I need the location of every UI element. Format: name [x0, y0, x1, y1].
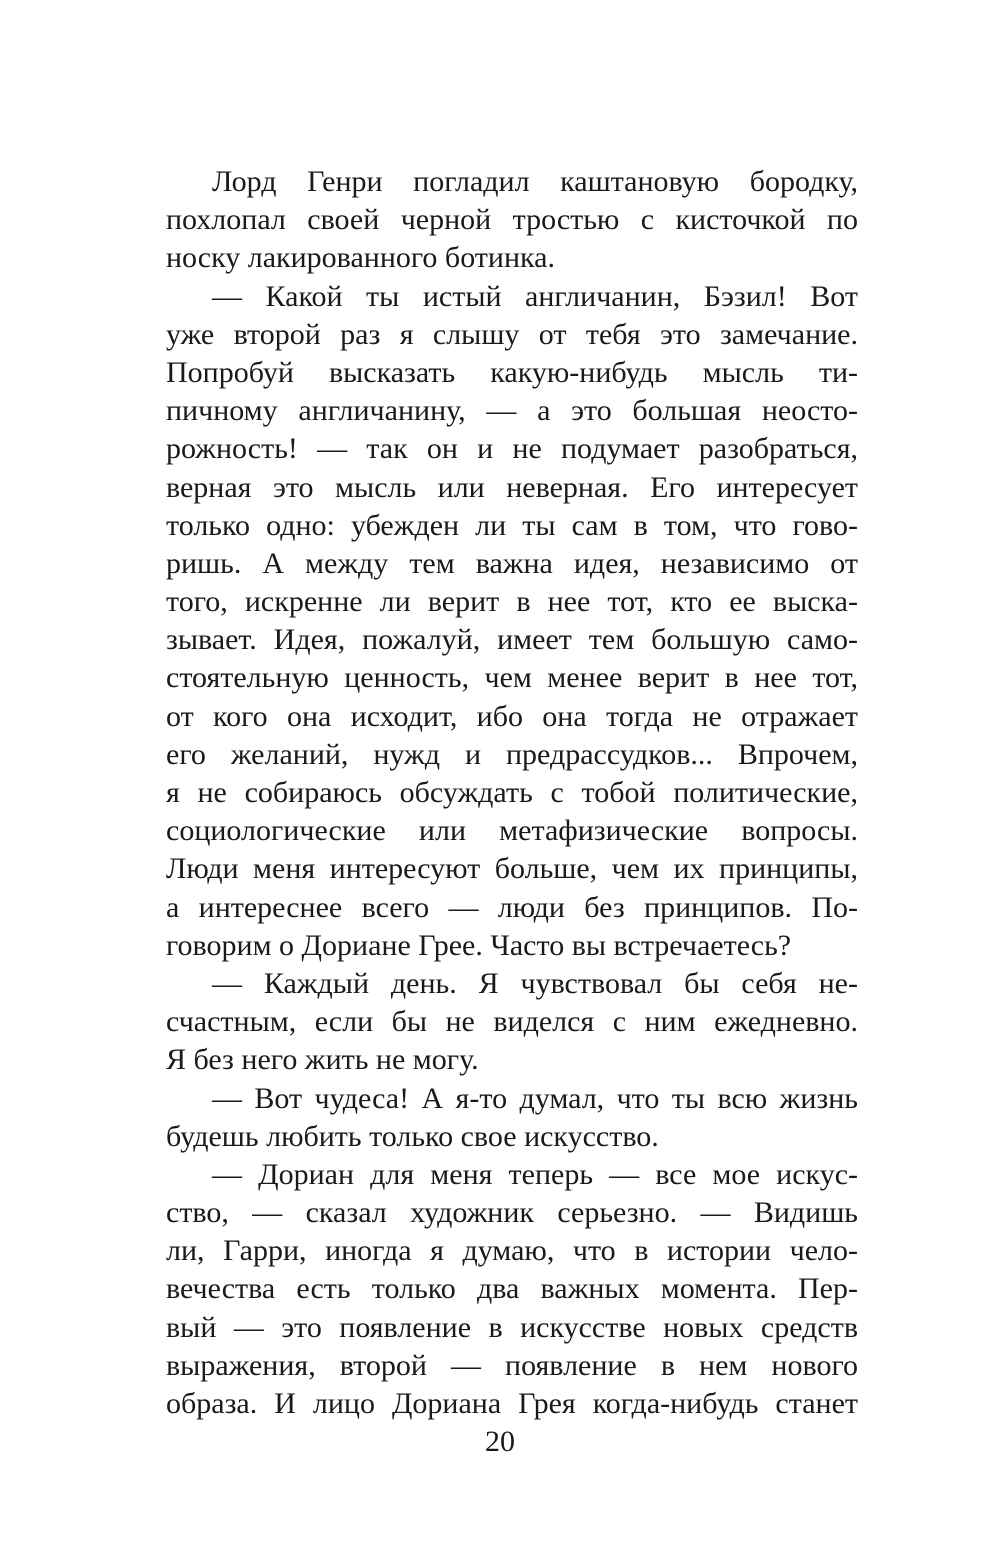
text-line: Я без него жить не могу.	[166, 1043, 479, 1077]
text-line: — Дориан для меня теперь — все мое искус-	[212, 1157, 858, 1191]
text-line: будешь любить только свое искусство.	[166, 1119, 659, 1153]
text-line: я не собираюсь обсуждать с тобой политические,	[166, 776, 858, 809]
text-line: только одно: убежден ли ты сам в том, что гово-	[166, 508, 858, 542]
text-line: а интереснее всего — люди без принципов. По-	[166, 890, 858, 924]
text-line: пичному англичанину, — а это большая неосто-	[166, 394, 858, 428]
text-line: ство, — сказал художник серьезно. — Видишь	[166, 1196, 858, 1230]
text-line: образа. И лицо Дориана Грея когда-нибудь станет	[166, 1387, 858, 1420]
text-line: вечества есть только два важных момента. Пер-	[166, 1272, 858, 1306]
text-line: выражения, второй — появление в нем нового	[166, 1348, 858, 1382]
text-line: — Вот чудеса! А я-то думал, что ты всю жизнь	[212, 1081, 858, 1115]
text-line: социологические или метафизические вопросы.	[166, 814, 858, 848]
text-line: Лорд Генри погладил каштановую бородку,	[212, 165, 858, 198]
text-line: ришь. А между тем важна идея, независимо от	[166, 546, 858, 580]
page-body-text	[166, 163, 858, 1423]
text-line: рожность! — так он и не подумает разобраться,	[166, 432, 858, 466]
text-line: — Какой ты истый англичанин, Бэзил! Вот	[212, 279, 858, 313]
text-line: говорим о Дориане Грее. Часто вы встречаетесь?	[166, 928, 792, 962]
text-line: Попробуй высказать какую-нибудь мысль ти-	[166, 355, 858, 389]
text-line: зывает. Идея, пожалуй, имеет тем большую само-	[166, 623, 858, 657]
text-line: верная это мысль или неверная. Его интересует	[166, 470, 858, 504]
text-line: от кого она исходит, ибо она тогда не отражает	[166, 699, 858, 733]
text-line: его желаний, нужд и предрассудков... Впрочем,	[166, 737, 858, 771]
text-line: уже второй раз я слышу от тебя это замечание.	[166, 317, 858, 351]
text-line: — Каждый день. Я чувствовал бы себя не-	[212, 966, 858, 1000]
page-number: 20	[485, 1425, 515, 1458]
text-line: счастным, если бы не виделся с ним ежедневно.	[166, 1005, 858, 1039]
text-line: Люди меня интересуют больше, чем их принципы,	[166, 852, 858, 886]
text-line: вый — это появление в искусстве новых средств	[166, 1310, 858, 1344]
text-line: стоятельную ценность, чем менее верит в нее тот,	[166, 661, 858, 695]
text-line: ли, Гарри, иногда я думаю, что в истории чело-	[166, 1234, 858, 1268]
text-line: похлопал своей черной тростью с кисточкой по	[166, 203, 858, 237]
text-line: того, искренне ли верит в нее тот, кто ее выска-	[166, 585, 858, 619]
text-line: носку лакированного ботинка.	[166, 241, 555, 275]
